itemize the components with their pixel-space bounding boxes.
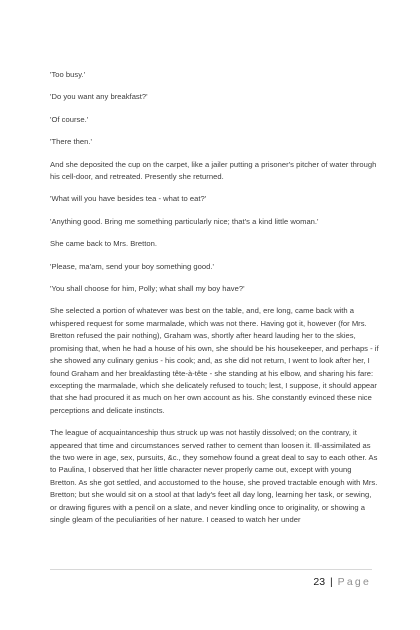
page-footer bbox=[313, 575, 371, 589]
paragraph: She came back to Mrs. Bretton. bbox=[50, 239, 157, 249]
paragraph: 'Of course.' bbox=[50, 114, 89, 124]
footer-separator: | bbox=[330, 576, 333, 588]
paragraph: The league of acquaintanceship thus struck up was not hastily dissolved; on the contrary, it appeared that time and circumstances served rather to cement than loosen it. Ill-assimilated as the two were in age, sex, pursuits, &c., they somehow found a great deal to say to each other. As to Paulina, I observed that her little character never properly came out, except with young Bretton. As she got settled, and accustomed to the house, she proved tractable enough with Mrs. Bretton; but she would sit on a stool at that lady's feet all day long, learning her task, or sewing, or drawing figures with a pencil on a slate, and never kindling once to originality, or showing a single gleam of the peculiarities of her nature. I ceased to watch her under bbox=[50, 428, 378, 524]
paragraph: 'Anything good. Bring me something particularly nice; that's a kind little woman.' bbox=[50, 216, 319, 226]
page-number: 23 bbox=[313, 576, 326, 588]
body-text bbox=[50, 69, 380, 536]
page-label: Page bbox=[337, 576, 371, 588]
paragraph: 'Too busy.' bbox=[50, 70, 86, 79]
paragraph: She selected a portion of whatever was best on the table, and, ere long, came back with a whispered request for some marmalade, which was not there. Having got it, however (for Mrs. Bretton refused the pair nothing), Graham was, shortly after heard lauding her to the skies, promising that, when he had a house of his own, she should be his housekeeper, and perhaps - if she showed any culinary genius - his cook; and, as she did not return, I went to look after her, I found Graham and her breakfasting tête-à-tête - she standing at his elbow, and sharing his fare: excepting the marmalade, which she delicately refused to touch; lest, I suppose, it should appear that she had procured it as much on her own account as his. She constantly evinced these nice perceptions and delicate instincts. bbox=[50, 306, 379, 415]
paragraph: 'You shall choose for him, Polly; what shall my boy have?' bbox=[50, 284, 245, 294]
paragraph: 'Please, ma'am, send your boy something good.' bbox=[50, 261, 214, 271]
paragraph: 'Do you want any breakfast?' bbox=[50, 92, 148, 102]
paragraph: 'What will you have besides tea - what to eat?' bbox=[50, 194, 207, 204]
paragraph: And she deposited the cup on the carpet, like a jailer putting a prisoner's pitcher of water through his cell-door, and retreated. Presently she returned. bbox=[50, 159, 377, 182]
paragraph: 'There then.' bbox=[50, 137, 92, 147]
footer-divider bbox=[50, 569, 372, 570]
